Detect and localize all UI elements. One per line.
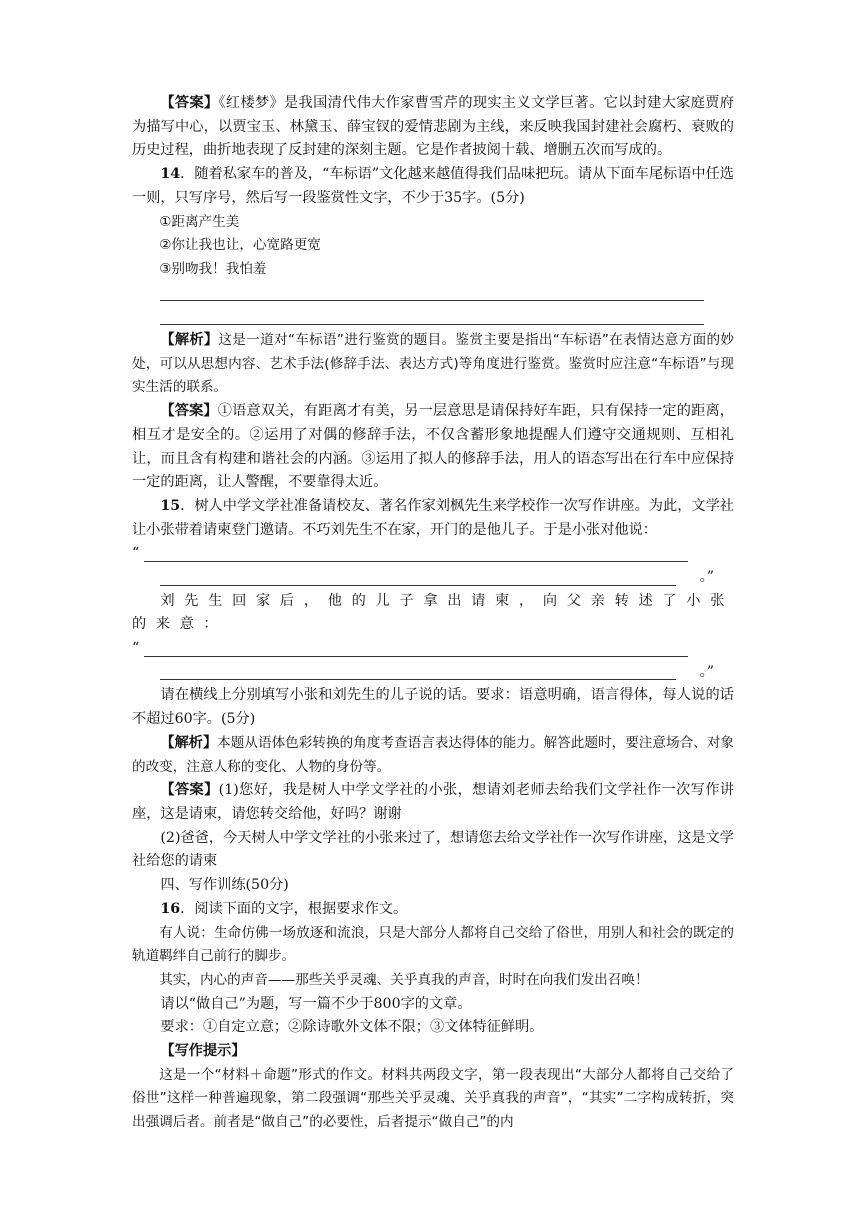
question-text: ．树人中学文学社准备请校友、著名作家刘枫先生来学校作一次写作讲座。为此，文学社让小张带着请柬登门邀请。不巧刘先生不在家，开门的是他儿子。于是小张对他说： xyxy=(132,497,734,538)
close-quote: 。” xyxy=(699,663,714,680)
q14-option-2: ②你让我也让，心宽路更宽 xyxy=(159,237,321,254)
q16-requirements: 要求：①自定立意；②除诗歌外文体不限；③文体特征鲜明。 xyxy=(160,1019,544,1036)
open-quote: “ xyxy=(132,640,140,657)
close-quote: 。” xyxy=(699,569,714,586)
q14-option-1: ①距离产生美 xyxy=(159,213,240,230)
answer-label: 【答案】 xyxy=(160,95,219,111)
q15-prompt xyxy=(132,495,734,542)
q15-analysis xyxy=(132,732,734,779)
question-text: ．随着私家车的普及，“车标语”文化越来越值得我们品味把玩。请从下面车尾标语中任选一则，只写序号，然后写一段鉴赏性文字，不少于35字。(5分) xyxy=(132,166,734,206)
analysis-text: 本题从语体色彩转换的角度考查语言表达得体的能力。解答此题时，要注意场合、对象的改变，注意人称的变化、人物的身份等。 xyxy=(132,734,734,775)
answer-blank-line[interactable] xyxy=(132,661,734,685)
analysis-text: 这是一道对“车标语”进行鉴赏的题目。鉴赏主要是指出“车标语”在表情达意方面的妙处，可以从思想内容、艺术手法(修辞手法、表达方式)等角度进行鉴赏。鉴赏时应注意“车标语”与现实生活的联系。 xyxy=(132,332,734,396)
q15-answer-2: (2)爸爸，今天树人中学文学社的小张来过了，想请您去给文学社作一次写作讲座，这是文学社给您的请柬 xyxy=(132,829,734,870)
q15-answer-1 xyxy=(132,779,734,826)
answer-blank-line[interactable] xyxy=(132,566,734,590)
question-number: 16 xyxy=(160,900,181,917)
q14-answer xyxy=(132,400,734,495)
q13-answer xyxy=(132,92,734,163)
q16-prompt xyxy=(132,898,734,922)
q14-option-3: ③别吻我！我怕羞 xyxy=(159,260,267,277)
q16-material-1: 有人说：生命仿佛一场放逐和流浪，只是大部分人都将自己交给了俗世，用别人和社会的既定的轨道羁绊自己前行的脚步。 xyxy=(132,924,734,965)
answer-label: 【答案】 xyxy=(160,782,219,799)
analysis-label: 【解析】 xyxy=(160,734,218,751)
q16-task: 请以“做自己”为题，写一篇不少于800字的文章。 xyxy=(160,995,472,1012)
question-number: 15 xyxy=(160,497,181,514)
answer-text: ①语意双关，有距离才有美，另一层意思是请保持好车距，只有保持一定的距离，相互才是安全的。②运用了对偶的修辞手法，不仅含蓄形象地提醒人们遵守交通规则、互相礼让，而且含有构建和谐社会的内涵。③运用了拟人的修辞手法，用人的语态写出在行车中应保持一定的距离，让人警醒，不要靠得太近。 xyxy=(132,403,734,491)
analysis-label: 【解析】 xyxy=(160,332,219,348)
section-heading: 四、写作训练(50分) xyxy=(160,877,289,894)
answer-blank-line[interactable] xyxy=(132,637,734,661)
q16-material-2: 其实，内心的声音——那些关乎灵魂、关乎真我的声音，时时在向我们发出召唤！ xyxy=(159,971,649,988)
answer-label: 【答案】 xyxy=(160,403,218,420)
answer-text: 《红楼梦》是我国清代伟大作家曹雪芹的现实主义文学巨著。它以封建大家庭贾府为描写中心，以贾宝玉、林黛玉、薛宝钗的爱情悲剧为主线，来反映我国封建社会腐朽、衰败的历史过程，曲折地表现了反封建的深刻主题。它是作者披阅十载、增删五次而写成的。 xyxy=(132,95,734,159)
writing-tips-label: 【写作提示】 xyxy=(160,1043,246,1060)
q14-prompt xyxy=(132,163,734,210)
question-number: 14 xyxy=(160,166,181,183)
q15-requirement: 请在横线上分别填写小张和刘先生的儿子说的话。要求：语意明确，语言得体，每人说的话不超过60字。(5分) xyxy=(132,687,734,728)
question-text: ．阅读下面的文字，根据要求作文。 xyxy=(180,900,408,917)
answer-blank-line[interactable] xyxy=(132,305,734,329)
writing-tips-text: 这是一个“材料＋命题”形式的作文。材料共两段文字，第一段表现出“大部分人都将自己交给了俗世”这样一种普遍现象，第二段强调“那些关乎灵魂、关乎真我的声音”，“其实”二字构成转折，突出强调后者。前者是“做自己”的必要性，后者提示“做自己”的内 xyxy=(132,1066,734,1131)
answer-text: (1)您好，我是树人中学文学社的小张，想请刘老师去给我们文学社作一次写作讲座，这是请柬，请您转交给他，好吗？谢谢 xyxy=(132,782,734,822)
q14-analysis xyxy=(132,329,734,400)
answer-blank-line[interactable] xyxy=(132,282,734,306)
answer-blank-line[interactable] xyxy=(132,542,734,566)
q15-mid-text: 刘先生回家后，他的儿子拿出请柬，向父亲转述了小张的来意： xyxy=(132,592,734,633)
document-page xyxy=(132,92,734,1135)
open-quote: “ xyxy=(132,545,140,562)
